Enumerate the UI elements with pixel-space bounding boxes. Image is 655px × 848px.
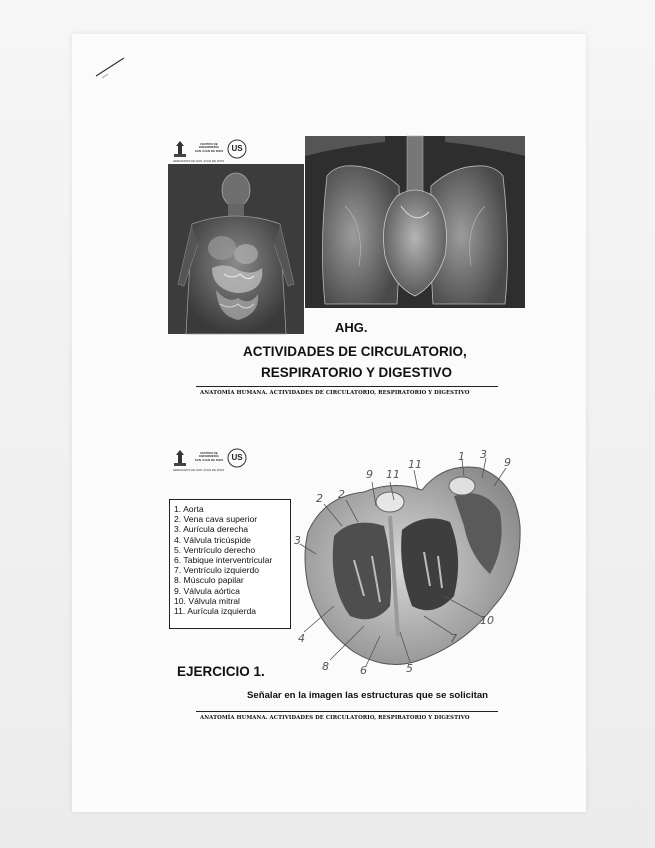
slide1-code: AHG. xyxy=(335,320,368,335)
legend-item: 8. Músculo papilar xyxy=(174,575,244,586)
slide1-logo xyxy=(170,138,250,164)
slide2-footer: ANATOMÍA HUMANA. ACTIVIDADES DE CIRCULATORIO, RESPIRATORIO Y DIGESTIVO xyxy=(200,715,470,721)
legend-item: 4. Válvula tricúspide xyxy=(174,534,251,545)
slide2-logo-brand: US xyxy=(231,453,243,462)
slide1-logo-line3: SAN JUAN DE DIOS xyxy=(194,148,224,153)
slide1-logo-line2: ENFERMERÍA xyxy=(199,145,219,150)
slide1-logo-line1: CENTRO DE xyxy=(200,142,218,146)
handwritten-number: 3 xyxy=(294,534,301,547)
handwritten-number: 8 xyxy=(322,660,329,673)
exercise-title: EJERCICIO 1. xyxy=(177,664,265,679)
handwritten-number: 9 xyxy=(366,468,373,481)
handwritten-number: 9 xyxy=(504,456,511,469)
slide2-logo-line3: SAN JUAN DE DIOS xyxy=(194,457,224,462)
slide1-rule xyxy=(196,386,498,387)
legend-item: 11. Aurícula izquierda xyxy=(174,606,257,617)
handwritten-number: 3 xyxy=(480,448,487,461)
handwritten-number: 6 xyxy=(360,664,367,677)
slide2-logo-line2: ENFERMERÍA xyxy=(199,454,219,459)
slide1-logo-brand: US xyxy=(231,144,243,153)
slide2-logo xyxy=(170,447,250,473)
handwritten-number: 4 xyxy=(298,632,305,645)
slide2-logo-subtitle: HERMANOS DE SAN JUAN DE DIOS xyxy=(173,468,225,472)
pen-stroke-mark xyxy=(94,54,130,80)
slide2-rule xyxy=(196,711,498,712)
legend-item: 2. Vena cava superior xyxy=(174,514,258,525)
structure-legend xyxy=(169,499,291,629)
heart-cross-section-image xyxy=(294,448,524,677)
chest-xray-image xyxy=(305,136,525,308)
slide1-title-line1: ACTIVIDADES DE CIRCULATORIO, xyxy=(243,344,467,359)
legend-item: 1. Aorta xyxy=(174,504,204,514)
handwritten-number: 7 xyxy=(450,632,457,645)
legend-item: 3. Aurícula derecha xyxy=(174,524,249,535)
handwritten-number: 5 xyxy=(406,662,413,675)
legend-item: 5. Ventrículo derecho xyxy=(174,544,256,555)
handwritten-number: 10 xyxy=(480,614,494,627)
legend-item: 9. Válvula aórtica xyxy=(174,585,240,596)
handwritten-number: 11 xyxy=(408,458,422,471)
slide1-title-line2: RESPIRATORIO Y DIGESTIVO xyxy=(261,365,453,380)
handwritten-number: 2 xyxy=(316,492,323,505)
handwritten-number: 11 xyxy=(386,468,400,481)
legend-item: 7. Ventrículo izquierdo xyxy=(174,565,260,576)
slide1-logo-subtitle: HERMANOS DE SAN JUAN DE DIOS xyxy=(173,159,225,163)
slide2-logo-line1: CENTRO DE xyxy=(200,451,218,455)
handwritten-number: 2 xyxy=(338,488,345,501)
exercise-instruction: Señalar en la imagen las estructuras que se solicitan xyxy=(247,690,489,701)
slide1-footer: ANATOMÍA HUMANA. ACTIVIDADES DE CIRCULATORIO, RESPIRATORIO Y DIGESTIVO xyxy=(200,390,470,396)
body-xray-image xyxy=(168,164,304,334)
legend-item: 10. Válvula mitral xyxy=(174,595,240,606)
handwritten-number: 1 xyxy=(458,450,465,463)
legend-item: 6. Tabique interventricular xyxy=(174,555,273,566)
